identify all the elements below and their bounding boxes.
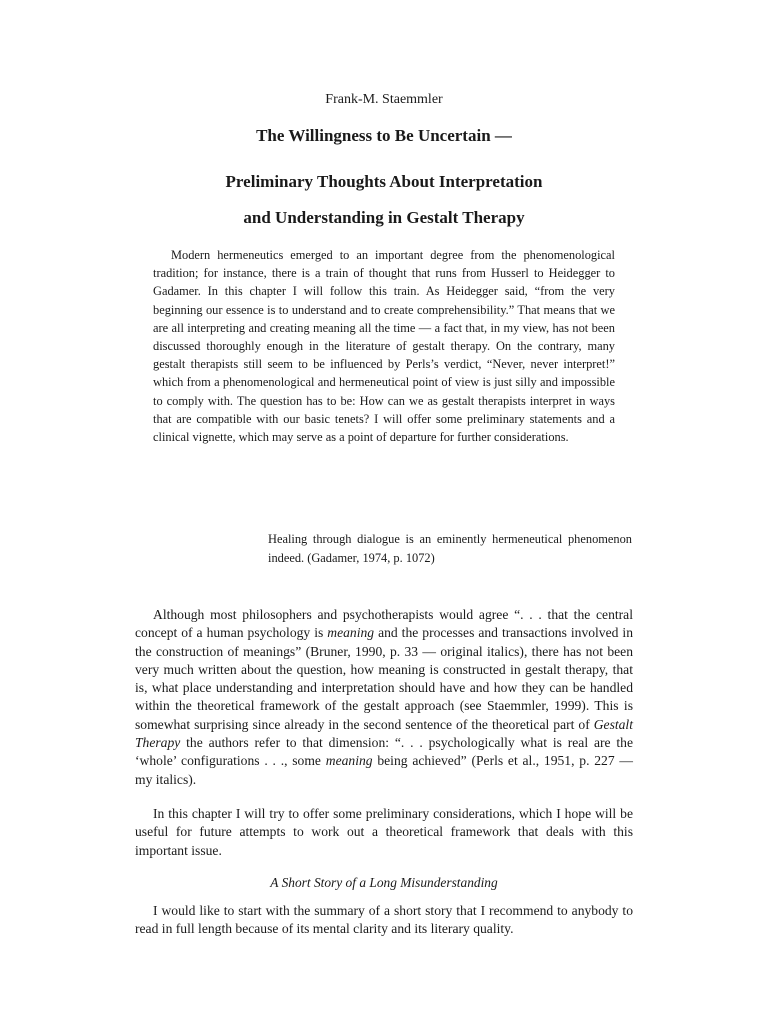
italic-book-title: Gestalt Therapy xyxy=(135,716,633,751)
author-name: Frank-M. Staemmler xyxy=(325,92,443,107)
epigraph-quote: Healing through dialogue is an eminently hermeneutical phenomenon indeed. (Gadamer, 1974, p. 1072) xyxy=(268,532,632,565)
chapter-title-line-2: Preliminary Thoughts About Interpretation xyxy=(225,172,543,191)
body-paragraph-2: In this chapter I will try to offer some preliminary considerations, which I hope will be useful for future attempts to work out a theoretical framework that deals with this important issue. xyxy=(135,806,633,858)
text-run: the authors refer to that dimension: “. . . psychologically what is real are the ‘whole’ configurations . . ., some xyxy=(135,735,633,769)
text-run: and the processes and transactions involved in the construction of meanings” (Bruner, 1990, p. 33 — original italics), there has not been very much written about the question, how meaning is constructed in gestalt therapy, that is, what place understanding and interpretation should have and how they can be handled within the theoretical framework of the gestalt approach (see Staemmler, 1999). This is somewhat surprising since already in the second sentence of the theoretical part of xyxy=(135,625,633,732)
italic-term: meaning xyxy=(325,753,373,769)
italic-term: meaning xyxy=(327,625,375,641)
body-paragraph-1 xyxy=(135,606,633,789)
chapter-title-line-1: The Willingness to Be Uncertain — xyxy=(256,126,512,145)
body-paragraph-3: I would like to start with the summary of a short story that I recommend to anybody to read in full length because of its mental clarity and its literary quality. xyxy=(135,903,633,937)
chapter-title-line-3: and Understanding in Gestalt Therapy xyxy=(243,208,525,227)
section-subheading: A Short Story of a Long Misunderstanding xyxy=(270,875,498,890)
text-run: Although most philosophers and psychotherapists would agree “. . . that the central concept of a human psychology is xyxy=(135,607,633,641)
abstract: Modern hermeneutics emerged to an important degree from the phenomenological tradition; for instance, there is a train of thought that runs from Husserl to Heidegger to Gadamer. In this chapter I will follow this train. As Heidegger said, “from the very beginning our essence is to understand and to create comprehensibility.” That means that we are all interpreting and creating meaning all the time — a fact that, in my view, has not been discussed thoroughly enough in the literature of gestalt therapy. On the contrary, many gestalt therapists still seem to be influenced by Perls’s verdict, “Never, never interpret!” which from a phenomenological and hermeneutical point of view is just silly and impossible to comply with. The question has to be: How can we as gestalt therapists interpret in ways that are compatible with our basic tenets? I will offer some preliminary statements and a clinical vignette, which may serve as a point of departure for further considerations. xyxy=(153,248,615,445)
text-run: being achieved” (Perls et al., 1951, p. 227 — my italics). xyxy=(135,753,634,787)
